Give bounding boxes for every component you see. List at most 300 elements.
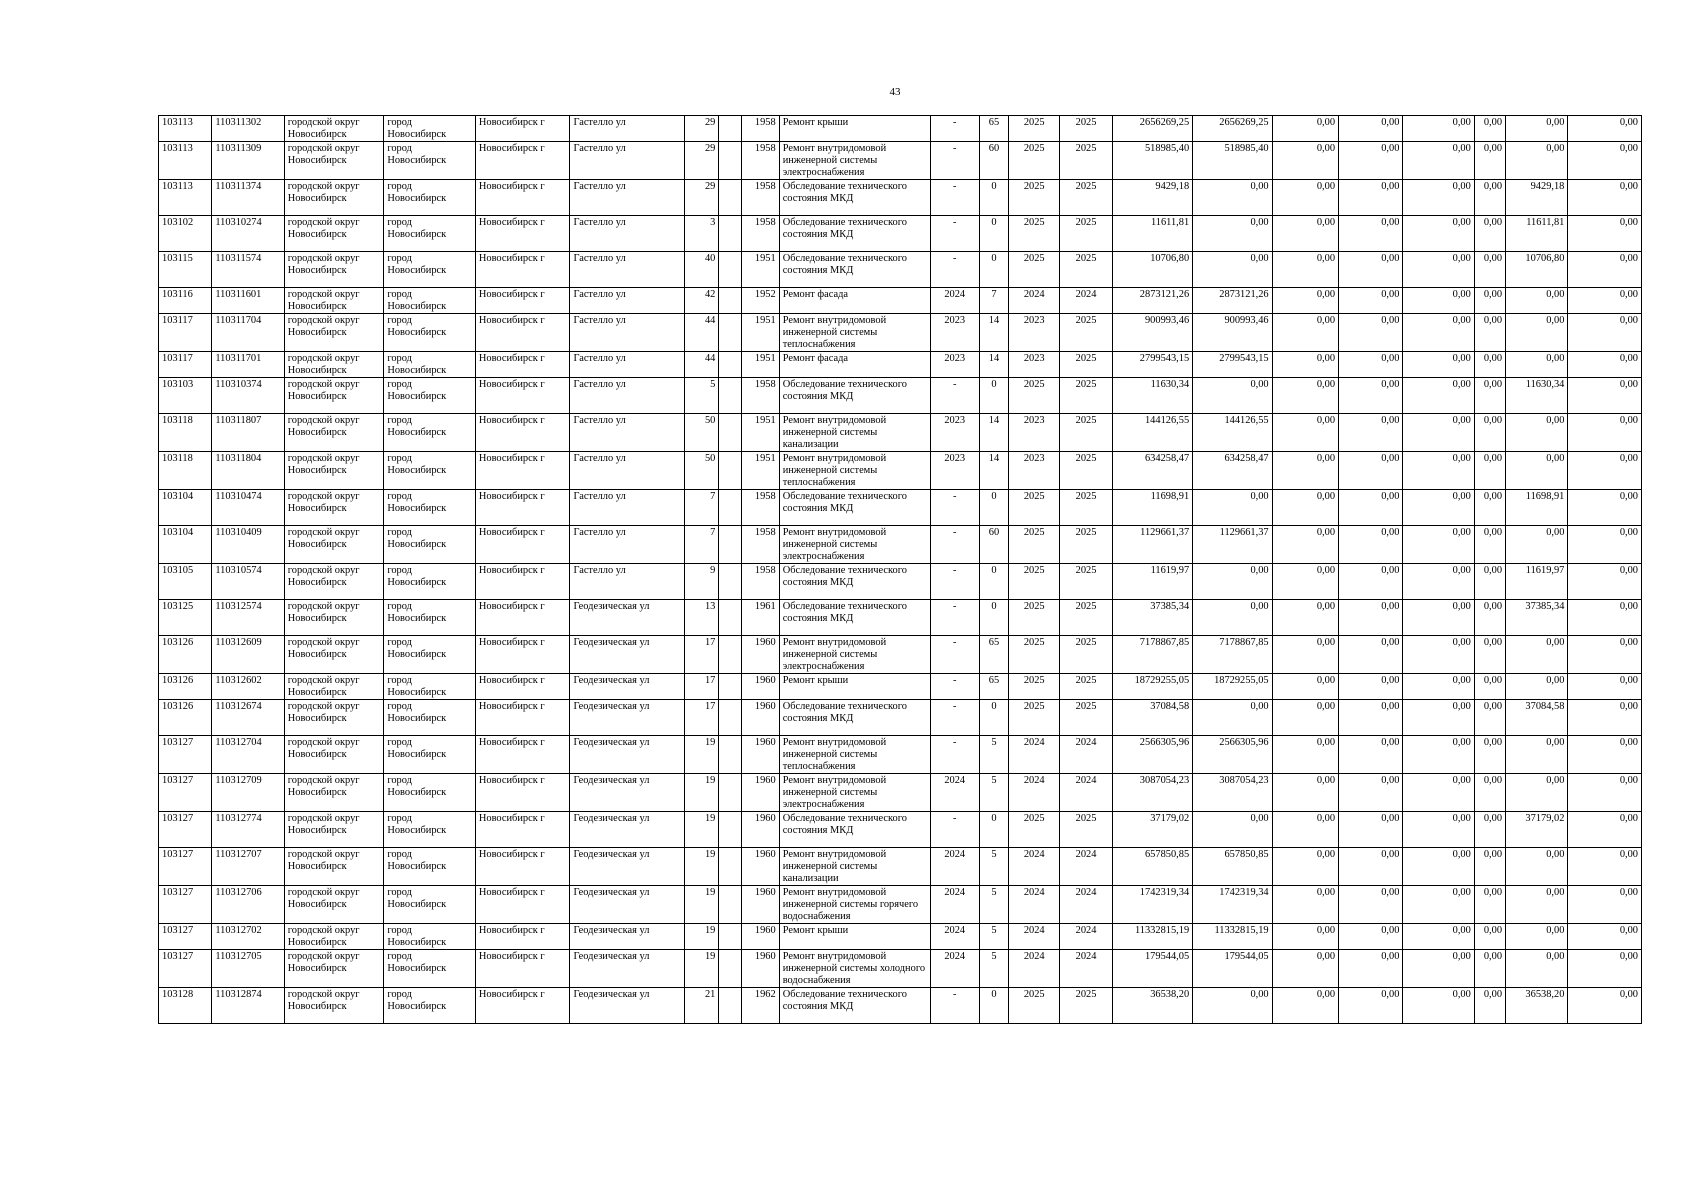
cost-fund-cell: 900993,46: [1193, 314, 1272, 352]
cost-col-17: 0,00: [1272, 414, 1338, 452]
cost-fund-cell: 0,00: [1193, 378, 1272, 414]
cost-col-18: 0,00: [1339, 252, 1403, 288]
municipality-cell: городской округ Новосибирск: [284, 314, 384, 352]
build-year-cell: 1958: [742, 490, 779, 526]
work-id: 110312874: [212, 988, 284, 1024]
street-cell: Геодезическая ул: [570, 700, 685, 736]
wear-cell: 5: [979, 924, 1008, 950]
end-year-cell: 2024: [1060, 774, 1112, 812]
cost-col-19: 0,00: [1403, 700, 1474, 736]
building-cell: [719, 526, 742, 564]
building-cell: [719, 924, 742, 950]
settlement-cell: город Новосибирск: [384, 600, 476, 636]
settlement-cell: город Новосибирск: [384, 774, 476, 812]
planned-year-cell: 2024: [930, 848, 979, 886]
wear-cell: 0: [979, 490, 1008, 526]
end-year-cell: 2024: [1060, 848, 1112, 886]
cost-col-17: 0,00: [1272, 774, 1338, 812]
wear-cell: 5: [979, 736, 1008, 774]
cost-col-17: 0,00: [1272, 116, 1338, 142]
locality-cell: Новосибирск г: [475, 774, 570, 812]
cost-col-17: 0,00: [1272, 600, 1338, 636]
total-cost-cell: 11611,81: [1112, 216, 1192, 252]
build-year-cell: 1958: [742, 180, 779, 216]
house-number-cell: 19: [685, 736, 719, 774]
end-year-cell: 2025: [1060, 490, 1112, 526]
cost-col-19: 0,00: [1403, 636, 1474, 674]
end-year-cell: 2024: [1060, 288, 1112, 314]
planned-year-cell: 2023: [930, 314, 979, 352]
total-cost-cell: 2873121,26: [1112, 288, 1192, 314]
locality-cell: Новосибирск г: [475, 886, 570, 924]
end-year-cell: 2025: [1060, 526, 1112, 564]
planned-year-cell: 2024: [930, 774, 979, 812]
cost-col-20: 0,00: [1474, 526, 1505, 564]
total-cost-cell: 2566305,96: [1112, 736, 1192, 774]
end-year-cell: 2025: [1060, 674, 1112, 700]
cost-col-22: 0,00: [1568, 414, 1642, 452]
planned-year-cell: 2024: [930, 288, 979, 314]
street-cell: Гастелло ул: [570, 452, 685, 490]
cost-col-20: 0,00: [1474, 352, 1505, 378]
municipality-cell: городской округ Новосибирск: [284, 414, 384, 452]
municipality-cell: городской округ Новосибирск: [284, 526, 384, 564]
house-number-cell: 7: [685, 526, 719, 564]
cost-col-18: 0,00: [1339, 924, 1403, 950]
municipality-cell: городской округ Новосибирск: [284, 252, 384, 288]
table-row: [159, 414, 1642, 452]
work-type-cell: Обследование технического состояния МКД: [779, 700, 930, 736]
cost-fund-cell: 2873121,26: [1193, 288, 1272, 314]
work-id: 110311701: [212, 352, 284, 378]
object-code: 103102: [159, 216, 212, 252]
cost-fund-cell: 634258,47: [1193, 452, 1272, 490]
house-number-cell: 9: [685, 564, 719, 600]
cost-col-19: 0,00: [1403, 774, 1474, 812]
municipality-cell: городской округ Новосибирск: [284, 812, 384, 848]
cost-col-17: 0,00: [1272, 564, 1338, 600]
build-year-cell: 1951: [742, 414, 779, 452]
start-year-cell: 2025: [1009, 216, 1060, 252]
cost-col-20: 0,00: [1474, 288, 1505, 314]
street-cell: Гастелло ул: [570, 352, 685, 378]
planned-year-cell: 2024: [930, 924, 979, 950]
build-year-cell: 1960: [742, 924, 779, 950]
work-id: 110310374: [212, 378, 284, 414]
work-id: 110312702: [212, 924, 284, 950]
cost-fund-cell: 2566305,96: [1193, 736, 1272, 774]
locality-cell: Новосибирск г: [475, 924, 570, 950]
work-type-cell: Обследование технического состояния МКД: [779, 252, 930, 288]
cost-col-20: 0,00: [1474, 700, 1505, 736]
cost-col-20: 0,00: [1474, 988, 1505, 1024]
cost-col-19: 0,00: [1403, 252, 1474, 288]
total-cost-cell: 179544,05: [1112, 950, 1192, 988]
table-row: [159, 812, 1642, 848]
total-cost-cell: 37084,58: [1112, 700, 1192, 736]
build-year-cell: 1951: [742, 252, 779, 288]
cost-survey-cell: 11611,81: [1506, 216, 1568, 252]
start-year-cell: 2025: [1009, 812, 1060, 848]
total-cost-cell: 11332815,19: [1112, 924, 1192, 950]
start-year-cell: 2023: [1009, 414, 1060, 452]
cost-fund-cell: 0,00: [1193, 600, 1272, 636]
municipality-cell: городской округ Новосибирск: [284, 352, 384, 378]
total-cost-cell: 3087054,23: [1112, 774, 1192, 812]
cost-col-22: 0,00: [1568, 636, 1642, 674]
municipality-cell: городской округ Новосибирск: [284, 988, 384, 1024]
municipality-cell: городской округ Новосибирск: [284, 774, 384, 812]
street-cell: Гастелло ул: [570, 252, 685, 288]
building-cell: [719, 950, 742, 988]
settlement-cell: город Новосибирск: [384, 142, 476, 180]
cost-col-20: 0,00: [1474, 564, 1505, 600]
cost-col-19: 0,00: [1403, 490, 1474, 526]
start-year-cell: 2025: [1009, 378, 1060, 414]
cost-col-20: 0,00: [1474, 314, 1505, 352]
house-number-cell: 40: [685, 252, 719, 288]
start-year-cell: 2024: [1009, 950, 1060, 988]
work-id: 110310274: [212, 216, 284, 252]
settlement-cell: город Новосибирск: [384, 848, 476, 886]
build-year-cell: 1958: [742, 526, 779, 564]
build-year-cell: 1958: [742, 216, 779, 252]
planned-year-cell: -: [930, 988, 979, 1024]
building-cell: [719, 886, 742, 924]
building-cell: [719, 812, 742, 848]
planned-year-cell: -: [930, 142, 979, 180]
cost-col-18: 0,00: [1339, 116, 1403, 142]
cost-col-18: 0,00: [1339, 526, 1403, 564]
build-year-cell: 1958: [742, 378, 779, 414]
end-year-cell: 2025: [1060, 700, 1112, 736]
end-year-cell: 2025: [1060, 414, 1112, 452]
build-year-cell: 1958: [742, 564, 779, 600]
locality-cell: Новосибирск г: [475, 142, 570, 180]
end-year-cell: 2025: [1060, 252, 1112, 288]
start-year-cell: 2023: [1009, 314, 1060, 352]
planned-year-cell: 2024: [930, 886, 979, 924]
table-row: [159, 736, 1642, 774]
house-number-cell: 44: [685, 314, 719, 352]
street-cell: Геодезическая ул: [570, 988, 685, 1024]
work-id: 110312574: [212, 600, 284, 636]
cost-survey-cell: 0,00: [1506, 736, 1568, 774]
object-code: 103116: [159, 288, 212, 314]
locality-cell: Новосибирск г: [475, 600, 570, 636]
cost-col-18: 0,00: [1339, 812, 1403, 848]
cost-col-18: 0,00: [1339, 142, 1403, 180]
cost-col-18: 0,00: [1339, 886, 1403, 924]
work-id: 110311804: [212, 452, 284, 490]
building-cell: [719, 116, 742, 142]
cost-col-17: 0,00: [1272, 812, 1338, 848]
build-year-cell: 1960: [742, 700, 779, 736]
building-cell: [719, 252, 742, 288]
settlement-cell: город Новосибирск: [384, 526, 476, 564]
settlement-cell: город Новосибирск: [384, 950, 476, 988]
start-year-cell: 2024: [1009, 774, 1060, 812]
object-code: 103117: [159, 352, 212, 378]
build-year-cell: 1962: [742, 988, 779, 1024]
planned-year-cell: -: [930, 526, 979, 564]
cost-col-18: 0,00: [1339, 988, 1403, 1024]
cost-col-18: 0,00: [1339, 378, 1403, 414]
start-year-cell: 2025: [1009, 700, 1060, 736]
building-cell: [719, 288, 742, 314]
cost-fund-cell: 18729255,05: [1193, 674, 1272, 700]
end-year-cell: 2025: [1060, 142, 1112, 180]
cost-col-18: 0,00: [1339, 736, 1403, 774]
municipality-cell: городской округ Новосибирск: [284, 950, 384, 988]
build-year-cell: 1960: [742, 736, 779, 774]
work-id: 110312774: [212, 812, 284, 848]
work-id: 110310574: [212, 564, 284, 600]
total-cost-cell: 900993,46: [1112, 314, 1192, 352]
end-year-cell: 2024: [1060, 886, 1112, 924]
building-cell: [719, 490, 742, 526]
start-year-cell: 2025: [1009, 180, 1060, 216]
locality-cell: Новосибирск г: [475, 736, 570, 774]
cost-survey-cell: 0,00: [1506, 950, 1568, 988]
street-cell: Геодезическая ул: [570, 636, 685, 674]
cost-col-22: 0,00: [1568, 216, 1642, 252]
end-year-cell: 2025: [1060, 180, 1112, 216]
municipality-cell: городской округ Новосибирск: [284, 736, 384, 774]
table-body: [159, 116, 1642, 1024]
build-year-cell: 1960: [742, 812, 779, 848]
start-year-cell: 2024: [1009, 886, 1060, 924]
house-number-cell: 19: [685, 774, 719, 812]
street-cell: Гастелло ул: [570, 490, 685, 526]
cost-col-22: 0,00: [1568, 378, 1642, 414]
cost-col-17: 0,00: [1272, 252, 1338, 288]
cost-col-18: 0,00: [1339, 288, 1403, 314]
street-cell: Геодезическая ул: [570, 600, 685, 636]
work-id: 110310474: [212, 490, 284, 526]
cost-col-18: 0,00: [1339, 352, 1403, 378]
table-row: [159, 636, 1642, 674]
cost-fund-cell: 7178867,85: [1193, 636, 1272, 674]
locality-cell: Новосибирск г: [475, 490, 570, 526]
wear-cell: 65: [979, 116, 1008, 142]
planned-year-cell: 2023: [930, 452, 979, 490]
planned-year-cell: -: [930, 490, 979, 526]
table-row: [159, 848, 1642, 886]
cost-col-19: 0,00: [1403, 812, 1474, 848]
cost-survey-cell: 0,00: [1506, 142, 1568, 180]
cost-fund-cell: 179544,05: [1193, 950, 1272, 988]
house-number-cell: 19: [685, 812, 719, 848]
total-cost-cell: 18729255,05: [1112, 674, 1192, 700]
settlement-cell: город Новосибирск: [384, 564, 476, 600]
cost-col-20: 0,00: [1474, 812, 1505, 848]
object-code: 103115: [159, 252, 212, 288]
total-cost-cell: 518985,40: [1112, 142, 1192, 180]
cost-col-20: 0,00: [1474, 950, 1505, 988]
build-year-cell: 1952: [742, 288, 779, 314]
total-cost-cell: 11698,91: [1112, 490, 1192, 526]
wear-cell: 0: [979, 812, 1008, 848]
municipality-cell: городской округ Новосибирск: [284, 216, 384, 252]
building-cell: [719, 988, 742, 1024]
cost-col-19: 0,00: [1403, 142, 1474, 180]
planned-year-cell: -: [930, 216, 979, 252]
settlement-cell: город Новосибирск: [384, 180, 476, 216]
building-cell: [719, 736, 742, 774]
cost-col-18: 0,00: [1339, 774, 1403, 812]
total-cost-cell: 144126,55: [1112, 414, 1192, 452]
building-cell: [719, 564, 742, 600]
cost-survey-cell: 11698,91: [1506, 490, 1568, 526]
street-cell: Геодезическая ул: [570, 924, 685, 950]
cost-col-22: 0,00: [1568, 600, 1642, 636]
building-cell: [719, 378, 742, 414]
cost-col-18: 0,00: [1339, 314, 1403, 352]
cost-col-17: 0,00: [1272, 848, 1338, 886]
house-number-cell: 42: [685, 288, 719, 314]
cost-col-22: 0,00: [1568, 490, 1642, 526]
municipality-cell: городской округ Новосибирск: [284, 886, 384, 924]
cost-fund-cell: 0,00: [1193, 490, 1272, 526]
work-id: 110310409: [212, 526, 284, 564]
cost-col-20: 0,00: [1474, 180, 1505, 216]
house-number-cell: 7: [685, 490, 719, 526]
cost-col-20: 0,00: [1474, 378, 1505, 414]
municipality-cell: городской округ Новосибирск: [284, 378, 384, 414]
total-cost-cell: 11630,34: [1112, 378, 1192, 414]
end-year-cell: 2025: [1060, 636, 1112, 674]
cost-survey-cell: 0,00: [1506, 848, 1568, 886]
work-type-cell: Ремонт фасада: [779, 352, 930, 378]
locality-cell: Новосибирск г: [475, 812, 570, 848]
object-code: 103127: [159, 736, 212, 774]
house-number-cell: 3: [685, 216, 719, 252]
cost-col-22: 0,00: [1568, 988, 1642, 1024]
build-year-cell: 1958: [742, 142, 779, 180]
work-id: 110311374: [212, 180, 284, 216]
table-row: [159, 314, 1642, 352]
cost-fund-cell: 0,00: [1193, 216, 1272, 252]
cost-col-22: 0,00: [1568, 736, 1642, 774]
work-type-cell: Ремонт внутридомовой инженерной системы канализации: [779, 414, 930, 452]
locality-cell: Новосибирск г: [475, 988, 570, 1024]
cost-fund-cell: 1742319,34: [1193, 886, 1272, 924]
cost-col-22: 0,00: [1568, 674, 1642, 700]
work-id: 110311601: [212, 288, 284, 314]
start-year-cell: 2025: [1009, 636, 1060, 674]
start-year-cell: 2025: [1009, 490, 1060, 526]
locality-cell: Новосибирск г: [475, 314, 570, 352]
start-year-cell: 2025: [1009, 674, 1060, 700]
house-number-cell: 29: [685, 180, 719, 216]
start-year-cell: 2025: [1009, 252, 1060, 288]
work-type-cell: Ремонт внутридомовой инженерной системы теплоснабжения: [779, 736, 930, 774]
cost-col-20: 0,00: [1474, 142, 1505, 180]
planned-year-cell: -: [930, 636, 979, 674]
work-type-cell: Ремонт внутридомовой инженерной системы электроснабжения: [779, 526, 930, 564]
planned-year-cell: -: [930, 378, 979, 414]
cost-col-22: 0,00: [1568, 142, 1642, 180]
street-cell: Геодезическая ул: [570, 950, 685, 988]
building-cell: [719, 848, 742, 886]
municipality-cell: городской округ Новосибирск: [284, 848, 384, 886]
cost-col-20: 0,00: [1474, 600, 1505, 636]
wear-cell: 0: [979, 700, 1008, 736]
work-id: 110312706: [212, 886, 284, 924]
locality-cell: Новосибирск г: [475, 180, 570, 216]
wear-cell: 0: [979, 216, 1008, 252]
work-type-cell: Обследование технического состояния МКД: [779, 490, 930, 526]
table-row: [159, 252, 1642, 288]
cost-col-20: 0,00: [1474, 924, 1505, 950]
house-number-cell: 19: [685, 848, 719, 886]
work-type-cell: Ремонт фасада: [779, 288, 930, 314]
cost-col-19: 0,00: [1403, 564, 1474, 600]
cost-col-22: 0,00: [1568, 848, 1642, 886]
building-cell: [719, 216, 742, 252]
planned-year-cell: -: [930, 600, 979, 636]
cost-survey-cell: 0,00: [1506, 924, 1568, 950]
total-cost-cell: 634258,47: [1112, 452, 1192, 490]
total-cost-cell: 10706,80: [1112, 252, 1192, 288]
wear-cell: 7: [979, 288, 1008, 314]
house-number-cell: 44: [685, 352, 719, 378]
cost-col-20: 0,00: [1474, 736, 1505, 774]
locality-cell: Новосибирск г: [475, 288, 570, 314]
wear-cell: 60: [979, 142, 1008, 180]
build-year-cell: 1960: [742, 886, 779, 924]
house-number-cell: 19: [685, 886, 719, 924]
cost-col-22: 0,00: [1568, 288, 1642, 314]
table-row: [159, 700, 1642, 736]
wear-cell: 14: [979, 414, 1008, 452]
object-code: 103105: [159, 564, 212, 600]
cost-fund-cell: 0,00: [1193, 700, 1272, 736]
object-code: 103104: [159, 526, 212, 564]
start-year-cell: 2025: [1009, 988, 1060, 1024]
cost-col-22: 0,00: [1568, 924, 1642, 950]
municipality-cell: городской округ Новосибирск: [284, 490, 384, 526]
object-code: 103118: [159, 452, 212, 490]
cost-col-17: 0,00: [1272, 924, 1338, 950]
cost-fund-cell: 11332815,19: [1193, 924, 1272, 950]
street-cell: Геодезическая ул: [570, 674, 685, 700]
cost-survey-cell: 0,00: [1506, 774, 1568, 812]
build-year-cell: 1960: [742, 674, 779, 700]
cost-col-18: 0,00: [1339, 700, 1403, 736]
cost-col-22: 0,00: [1568, 950, 1642, 988]
planned-year-cell: -: [930, 736, 979, 774]
settlement-cell: город Новосибирск: [384, 924, 476, 950]
cost-col-18: 0,00: [1339, 950, 1403, 988]
wear-cell: 5: [979, 848, 1008, 886]
street-cell: Гастелло ул: [570, 216, 685, 252]
cost-survey-cell: 0,00: [1506, 352, 1568, 378]
build-year-cell: 1958: [742, 116, 779, 142]
object-code: 103103: [159, 378, 212, 414]
settlement-cell: город Новосибирск: [384, 988, 476, 1024]
building-cell: [719, 352, 742, 378]
building-cell: [719, 600, 742, 636]
municipality-cell: городской округ Новосибирск: [284, 600, 384, 636]
cost-col-17: 0,00: [1272, 142, 1338, 180]
cost-col-19: 0,00: [1403, 414, 1474, 452]
work-type-cell: Обследование технического состояния МКД: [779, 216, 930, 252]
table-row: [159, 288, 1642, 314]
table-row: [159, 216, 1642, 252]
locality-cell: Новосибирск г: [475, 252, 570, 288]
